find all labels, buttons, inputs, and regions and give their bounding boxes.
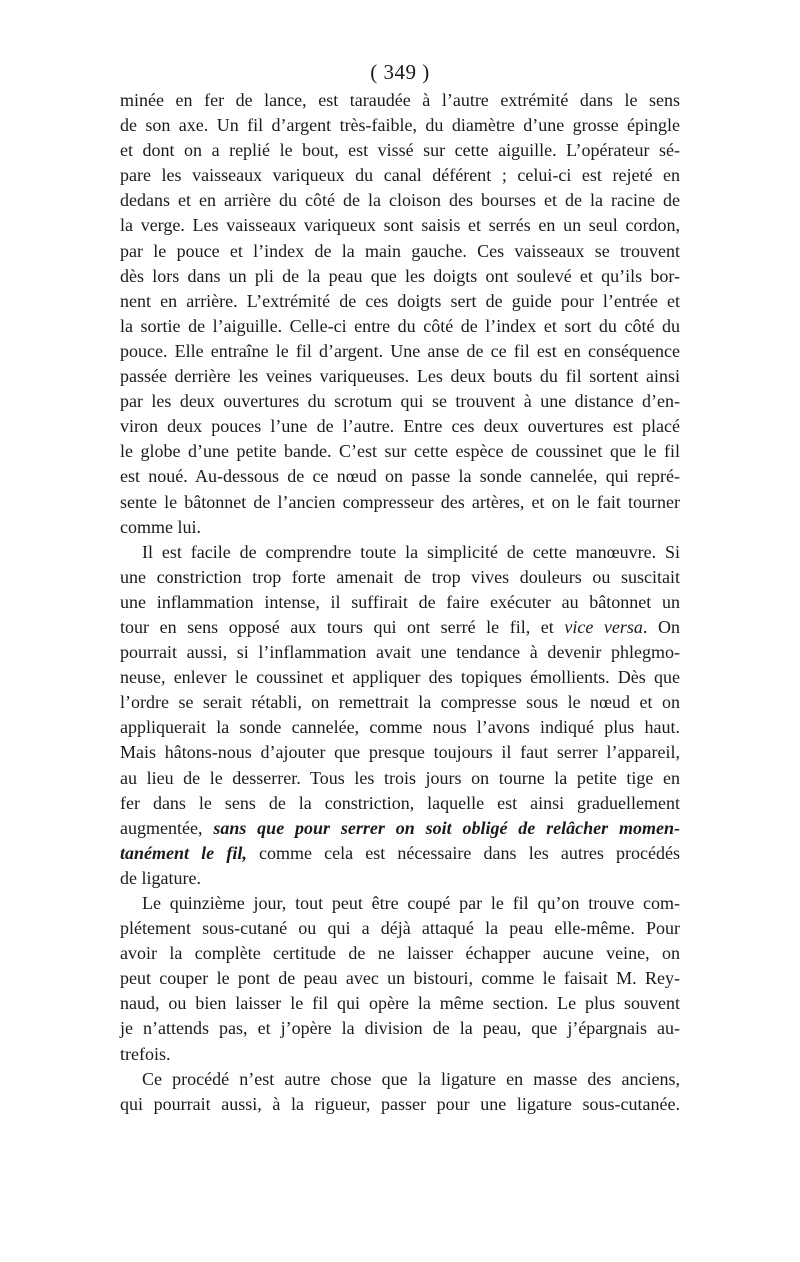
text-segment: comme cela est nécessaire dans les autres procédés (246, 842, 680, 863)
text-line: minée en fer de lance, est taraudée à l’autre extrémité dans le sens (120, 90, 680, 110)
text-line: le globe d’une petite bande. C’est sur cette espèce de coussinet que le fil (120, 441, 680, 462)
text-line: peut couper le pont de peau avec un bistouri, comme le faisait M. Rey- (120, 968, 680, 989)
text-segment: . On (642, 616, 681, 637)
italic-phrase: vice versa (564, 616, 643, 637)
text-line: pare les vaisseaux variqueux du canal déférent ; celui-ci est rejeté en (120, 165, 680, 186)
text-line: Le quinzième jour, tout peut être coupé par le fil qu’on trouve com- (142, 893, 680, 913)
text-line: une constriction trop forte amenait de trop vives douleurs ou suscitait (120, 566, 680, 587)
text-line: pouce. Elle entraîne le fil d’argent. Une anse de ce fil est en conséquence (120, 340, 680, 361)
text-line (120, 841, 680, 866)
body-text (120, 88, 680, 1117)
text-line: plétement sous-cutané ou qui a déjà attaqué la peau elle-même. Pour (120, 918, 680, 939)
text-line (120, 615, 680, 640)
text-line: Ce procédé n’est autre chose que la ligature en masse des anciens, (142, 1068, 680, 1089)
text-line: dès lors dans un pli de la peau que les doigts ont soulevé et qu’ils bor- (120, 265, 680, 286)
text-line: sente le bâtonnet de l’ancien compresseur des artères, et on le fait tourner (120, 491, 680, 512)
text-line (120, 816, 680, 841)
text-line: de son axe. Un fil d’argent très-faible, du diamètre d’une grosse épingle (120, 115, 680, 136)
paragraph-1 (120, 88, 680, 540)
paragraph-3 (120, 891, 680, 1067)
text-line: Mais hâtons-nous d’ajouter que presque toujours il faut serrer l’appareil, (120, 742, 680, 763)
text-line: l’ordre se serait rétabli, on remettrait la compresse sous le nœud et on (120, 692, 680, 713)
emphasis-phrase: tanément le fil, (120, 842, 247, 863)
text-line: pourrait aussi, si l’inflammation avait une tendance à devenir phlegmo- (120, 642, 680, 663)
text-line: et dont on a replié le bout, est vissé sur cette aiguille. L’opérateur sé- (120, 140, 680, 161)
text-line: par les deux ouvertures du scrotum qui se trouvent à une distance d’en- (120, 391, 680, 412)
text-line: fer dans le sens de la constriction, laquelle est ainsi graduellement (120, 792, 680, 813)
page-number: ( 349 ) (370, 60, 430, 84)
text-line: la verge. Les vaisseaux variqueux sont saisis et serrés en un seul cordon, (120, 215, 680, 236)
text-segment: tour en sens opposé aux tours qui ont serré le fil, et (120, 616, 565, 637)
text-line: au lieu de le desserrer. Tous les trois jours on tourne la petite tige en (120, 767, 680, 788)
text-line: trefois. (120, 1043, 171, 1064)
paragraph-4 (120, 1067, 680, 1117)
paragraph-2 (120, 540, 680, 891)
text-line: Il est facile de comprendre toute la simplicité de cette manœuvre. Si (142, 541, 680, 562)
text-line: dedans et en arrière du côté de la cloison des bourses et de la racine de (120, 190, 680, 211)
emphasis-phrase: sans que pour serrer on soit obligé de relâcher momen- (213, 817, 680, 838)
text-line: de ligature. (120, 867, 201, 888)
text-line: neuse, enlever le coussinet et appliquer des topiques émollients. Dès que (120, 667, 680, 688)
text-line: avoir la complète certitude de ne laisser échapper aucune veine, on (120, 943, 680, 964)
text-segment: augmentée, (120, 817, 214, 838)
text-line: viron deux pouces l’une de l’autre. Entre ces deux ouvertures est placé (120, 416, 680, 437)
text-line: comme lui. (120, 516, 201, 537)
text-line: est noué. Au-dessous de ce nœud on passe la sonde cannelée, qui repré- (120, 466, 680, 487)
text-line: naud, ou bien laisser le fil qui opère la même section. Le plus souvent (120, 993, 680, 1014)
text-line: une inflammation intense, il suffirait de faire exécuter au bâtonnet un (120, 591, 680, 612)
text-line: appliquerait la sonde cannelée, comme nous l’avons indiqué plus haut. (120, 717, 680, 738)
text-line: je n’attends pas, et j’opère la division de la peau, que j’épargnais au- (120, 1018, 680, 1039)
text-line: qui pourrait aussi, à la rigueur, passer pour une ligature sous-cutanée. (120, 1093, 680, 1114)
text-line: la sortie de l’aiguille. Celle-ci entre du côté de l’index et sort du côté du (120, 315, 680, 336)
text-line: passée derrière les veines variqueuses. Les deux bouts du fil sortent ainsi (120, 366, 680, 387)
text-line: par le pouce et l’index de la main gauche. Ces vaisseaux se trouvent (120, 240, 680, 261)
text-line: nent en arrière. L’extrémité de ces doigts sert de guide pour l’entrée et (120, 290, 680, 311)
